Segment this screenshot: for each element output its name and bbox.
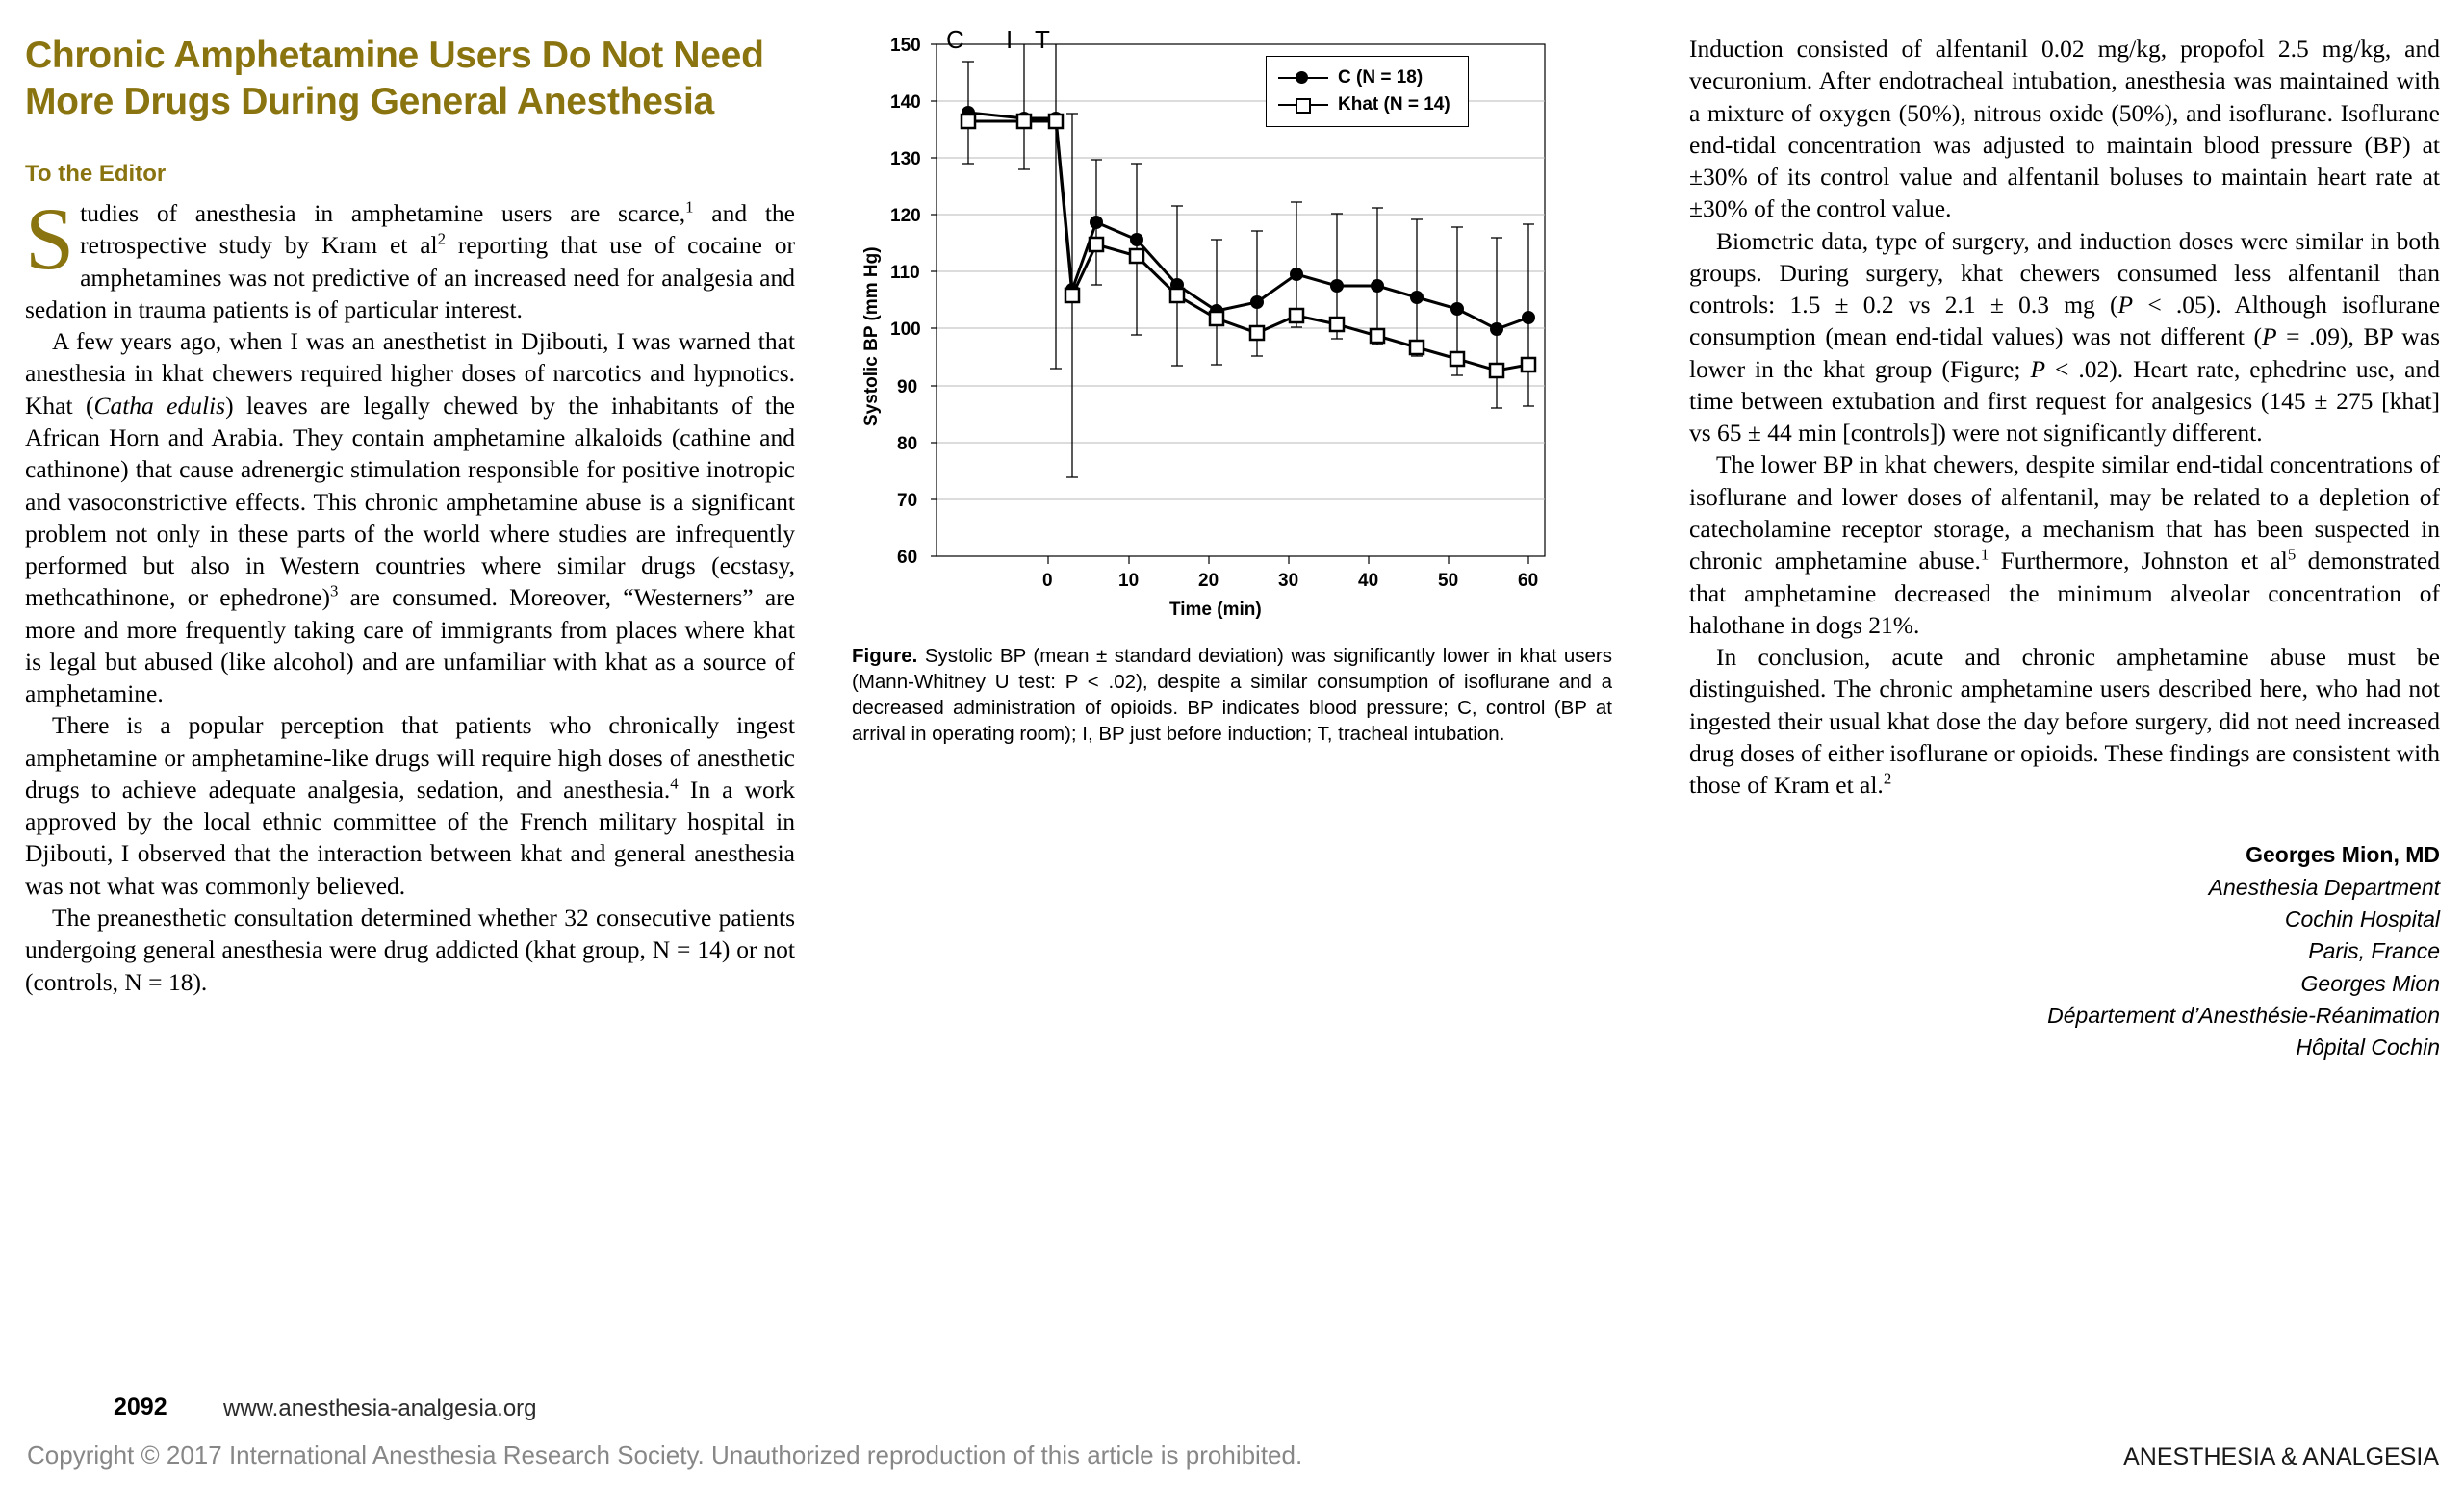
chart-xtick-20: 20 — [1198, 571, 1219, 591]
paragraph-left-4: The preanesthetic consultation determined whether 32 consecutive patients undergoing general anesthesia were drug addicted (khat group, N = 14) or not (controls, N = 18). — [25, 904, 795, 996]
chart-ytick-80: 80 — [897, 434, 918, 454]
chart-ytick-60: 60 — [897, 548, 918, 568]
copyright-notice: Copyright © 2017 International Anesthesia Research Society. Unauthorized reproduction of this article is prohibited. — [27, 1441, 1303, 1470]
series-control-line — [968, 113, 1528, 329]
section-heading: To the Editor — [25, 161, 167, 188]
chart-xtick-60: 60 — [1518, 571, 1539, 591]
chart-xtick-50: 50 — [1438, 571, 1459, 591]
author-name-secondary: Georges Mion — [2300, 970, 2440, 996]
left-column — [25, 33, 795, 998]
series-khat-markers — [962, 115, 1535, 377]
journal-url[interactable]: www.anesthesia-analgesia.org — [223, 1395, 537, 1421]
paragraph-right-3: The lower BP in khat chewers, despite similar end-tidal concentrations of isoflurane and lower doses of alfentanil, may be related to a depletion of catecholamine receptor storage, a mechanism that has been suspected in chronic amphetamine abuse.$^1$ Furthermore, Johnston et $al^5$ demonstrated that amphetamine decreased the minimum alveolar concentration of halothane in dogs 21%. — [1689, 450, 2440, 639]
page-number: 2092 — [114, 1393, 167, 1420]
author-affiliation-4: Département d’Anesthésie-Réanimation — [2047, 1003, 2440, 1029]
author-affiliation-2: Cochin Hospital — [2284, 907, 2440, 933]
chart-xtick-10: 10 — [1118, 571, 1140, 591]
chart-ytick-150: 150 — [890, 36, 921, 56]
drop-cap: S — [25, 190, 75, 289]
chart-ytick-100: 100 — [890, 319, 921, 340]
author-affiliation-3: Paris, France — [2308, 938, 2440, 964]
figure-caption-text: Systolic BP (mean ± standard deviation) was significantly lower in khat users (Mann-Whitney U test: P < .02), despite a similar consumption of isoflurane and a decreased administration of opioids. BP indicates blood pressure; C, control (BP at arrival in operating room); I, BP just before induction; T, tracheal intubation. — [852, 645, 1612, 746]
chart-ytick-130: 130 — [890, 149, 921, 169]
chart-ytick-110: 110 — [890, 263, 920, 283]
author-affiliation-5: Hôpital Cochin — [2296, 1035, 2440, 1061]
paragraph-left-3: There is a popular perception that patients who chronically ingest amphetamine or amphetamine-like drugs will require high doses of anesthetic drugs to achieve adequate analgesia, sedation, and anesthesia.$^4$ In a work approved by the local ethnic committee of the French military hospital in Djibouti, I observed that the interaction between khat and general anesthesia was not what was commonly believed. — [25, 711, 796, 900]
chart-legend — [1266, 56, 1469, 127]
chart-systolic-bp — [852, 17, 1612, 633]
legend-label-khat: Khat (N = 14) — [1338, 94, 1450, 115]
chart-ytick-90: 90 — [897, 377, 918, 397]
chart-x-axis-label: Time (min) — [1169, 600, 1262, 620]
chart-xtick-30: 30 — [1278, 571, 1299, 591]
chart-marker-i: I — [1006, 25, 1014, 54]
chart-svg — [852, 17, 1612, 595]
paragraph-right-2: Biometric data, type of surgery, and induction doses were similar in both groups. During surgery, khat chewers consumed less alfentanil than controls: 1.5 ± 0.2 vs 2.1 ± 0.3 mg (P < .05). Although isoflurane consumption (mean end-tidal values) was not different (P = .09), BP was lower in the khat group (Figure; P < .02). Heart rate, ephedrine use, and time between extubation and first request for analgesics (145 ± 275 [khat] vs 65 ± 44 min [controls]) were not significantly different. — [1689, 226, 2441, 447]
paragraph-left-1: Studies of anesthesia in amphetamine users are scarce,$^1$ and the retrospective study by Kram et $al^2$ reporting that use of cocaine or amphetamines was not predictive of an increased need for analgesia and sedation in trauma patients is of particular interest. — [25, 190, 795, 323]
right-column — [1689, 33, 2440, 1064]
author-name: Georges Mion, MD — [2246, 842, 2440, 868]
series-control-markers — [962, 106, 1535, 336]
figure-block — [852, 17, 1612, 747]
legend-marker-square-icon — [1278, 104, 1328, 106]
figure-caption-label: Figure. — [852, 645, 918, 667]
chart-marker-c: C — [946, 25, 964, 54]
chart-ytick-70: 70 — [897, 491, 918, 511]
legend-item-control — [1278, 64, 1450, 91]
legend-label-control: C (N = 18) — [1338, 67, 1424, 88]
legend-item-khat — [1278, 91, 1450, 118]
chart-xtick-0: 0 — [1042, 571, 1053, 591]
chart-marker-t: T — [1035, 25, 1050, 54]
chart-xtick-40: 40 — [1358, 571, 1379, 591]
figure-caption — [852, 643, 1612, 747]
author-signature — [1689, 839, 2440, 1063]
paragraph-right-4: In conclusion, acute and chronic amphetamine abuse must be distinguished. The chronic amphetamine users described here, who had not ingested their usual khat dose the day before surgery, did not need increased drug doses of either isoflurane or opioids. These findings are consistent with those of Kram et al.$^2$ — [1689, 643, 2440, 800]
chart-ytick-120: 120 — [890, 206, 921, 226]
journal-title: ANESTHESIA & ANALGESIA — [2123, 1444, 2439, 1470]
chart-ytick-140: 140 — [890, 92, 921, 113]
series-khat-line — [968, 121, 1528, 371]
paragraph-left-2: A few years ago, when I was an anesthetist in Djibouti, I was warned that anesthesia in khat chewers required higher doses of narcotics and hypnotics. Khat (Catha edulis) leaves are legally chewed by the inhabitants of the African Horn and Arabia. They contain amphetamine alkaloids (cathine and cathinone) that cause adrenergic stimulation responsible for positive inotropic and vasoconstrictive effects. This chronic amphetamine abuse is a significant problem not only in these parts of the world where studies are infrequently performed but also in Western countries where similar drugs (ecstasy, methcathinone, or ephedrone)$^3$ are consumed. Moreover, “Westerners” are more and more frequently taking care of immigrants from places where khat is legal but abused (like alcohol) and are unfamiliar with khat as a source of amphetamine. — [25, 327, 795, 708]
page-title: Chronic Amphetamine Users Do Not Need More Drugs During General Anesthesia — [25, 35, 764, 122]
legend-marker-circle-icon — [1278, 77, 1328, 79]
author-affiliation-1: Anesthesia Department — [2208, 874, 2440, 900]
paragraph-right-1: Induction consisted of alfentanil 0.02 mg/kg, propofol 2.5 mg/kg, and vecuronium. After endotracheal intubation, anesthesia was maintained with a mixture of oxygen (50%), nitrous oxide (50%), and isoflurane. Isoflurane end-tidal concentration was adjusted to maintain blood pressure (BP) at ±30% of its control value and alfentanil boluses to maintain heart rate at ±30% of the control value. — [1689, 35, 2440, 223]
chart-y-axis-label: Systolic BP (mm Hg) — [861, 246, 882, 426]
